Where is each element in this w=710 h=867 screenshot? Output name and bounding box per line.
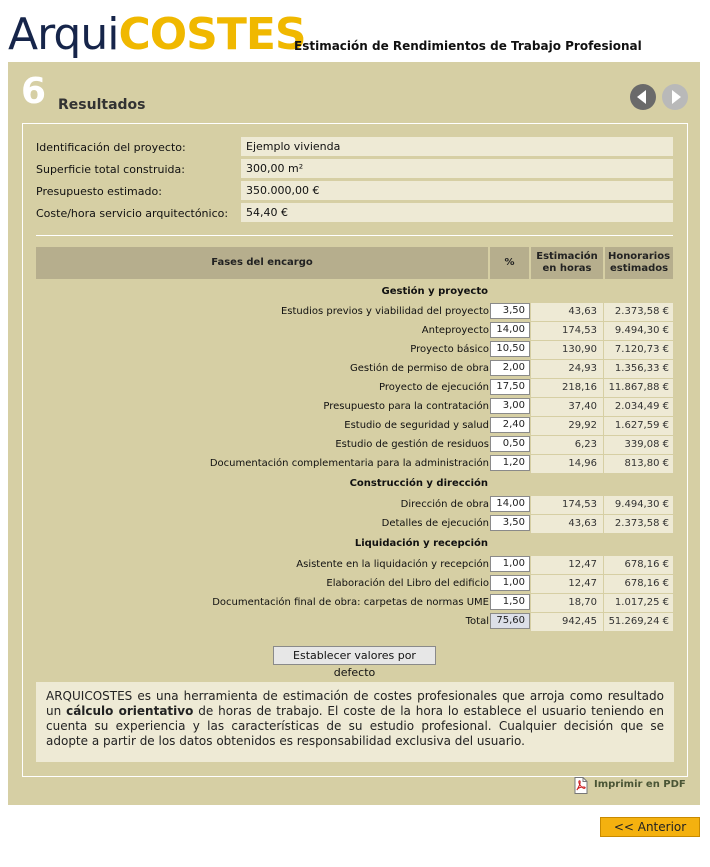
phase-label: Gestión de permiso de obra [350, 363, 489, 374]
percent-input[interactable]: 14,00 [490, 322, 530, 338]
group-title: Gestión y proyecto [381, 286, 488, 297]
hours-cell: 130,90 [531, 341, 603, 359]
phase-label: Proyecto de ejecución [379, 382, 489, 393]
fees-cell: 678,16 € [604, 575, 673, 593]
hours-cell: 12,47 [531, 556, 603, 574]
hours-cell: 6,23 [531, 436, 603, 454]
fees-cell: 2.373,58 € [604, 303, 673, 321]
phase-label: Documentación final de obra: carpetas de normas UME [212, 597, 489, 608]
table-row [36, 575, 673, 593]
disclaimer-text [36, 682, 674, 762]
phase-label: Dirección de obra [400, 499, 489, 510]
set-defaults-button[interactable]: Establecer valores por defecto [273, 646, 436, 665]
total-row [36, 613, 673, 631]
percent-input[interactable]: 2,00 [490, 360, 530, 376]
info-row-surface [36, 159, 673, 179]
info-row-project [36, 137, 673, 157]
table-row [36, 417, 673, 435]
percent-input[interactable]: 3,50 [490, 515, 530, 531]
group-title: Construcción y dirección [349, 478, 488, 489]
hours-cell: 12,47 [531, 575, 603, 593]
print-pdf-label: Imprimir en PDF [594, 779, 686, 790]
phase-label: Detalles de ejecución [381, 518, 489, 529]
fees-cell: 2.373,58 € [604, 515, 673, 533]
fees-cell: 11.867,88 € [604, 379, 673, 397]
phase-label: Anteproyecto [421, 325, 489, 336]
table-row [36, 556, 673, 574]
logo [8, 10, 306, 60]
logo-part1: Arqui [8, 9, 119, 60]
percent-input[interactable]: 10,50 [490, 341, 530, 357]
percent-input[interactable]: 3,00 [490, 398, 530, 414]
hours-cell: 174,53 [531, 322, 603, 340]
info-value: 54,40 € [241, 203, 673, 222]
percent-input[interactable]: 1,00 [490, 575, 530, 591]
fees-cell: 1.017,25 € [604, 594, 673, 612]
percent-input[interactable]: 1,50 [490, 594, 530, 610]
next-step-button[interactable] [662, 84, 688, 110]
hours-cell: 37,40 [531, 398, 603, 416]
table-row [36, 594, 673, 612]
disclaimer-bold: cálculo orientativo [66, 704, 194, 718]
hours-cell: 18,70 [531, 594, 603, 612]
table-row [36, 303, 673, 321]
percent-input[interactable]: 1,20 [490, 455, 530, 471]
info-label: Presupuesto estimado: [36, 185, 162, 198]
divider [36, 235, 673, 236]
previous-button[interactable]: << Anterior [600, 817, 700, 837]
fees-cell: 1.627,59 € [604, 417, 673, 435]
disclaimer-part1: ARQUICOSTES es una herramienta de estimación de costes profesionales que arroja como resultado un [46, 689, 664, 718]
phase-label: Estudios previos y viabilidad del proyecto [280, 306, 489, 317]
disclaimer-part2: de horas de trabajo. El coste de la hora lo establece el usuario teniendo en cuenta su experiencia y las características de su estudio profesional. Cualquier decisión que se adopte a partir de los datos obtenidos es responsabilidad exclusiva del usuario. [46, 704, 664, 748]
group-title: Liquidación y recepción [354, 538, 488, 549]
fees-cell: 2.034,49 € [604, 398, 673, 416]
phase-label: Estudio de gestión de residuos [335, 439, 489, 450]
fees-cell: 9.494,30 € [604, 322, 673, 340]
table-row [36, 341, 673, 359]
percent-input[interactable]: 14,00 [490, 496, 530, 512]
tagline: Estimación de Rendimientos de Trabajo Profesional [294, 39, 642, 53]
total-fees: 51.269,24 € [604, 613, 673, 631]
arrow-right-icon [662, 84, 688, 110]
fees-cell: 9.494,30 € [604, 496, 673, 514]
page-title: Resultados [58, 97, 146, 113]
fees-cell: 339,08 € [604, 436, 673, 454]
hours-cell: 218,16 [531, 379, 603, 397]
column-header-phases: Fases del encargo [36, 247, 488, 279]
header [8, 8, 708, 58]
logo-part2: COSTES [118, 9, 306, 60]
total-hours: 942,45 [531, 613, 603, 631]
arrow-left-icon [630, 84, 656, 110]
info-value: 350.000,00 € [241, 181, 673, 200]
column-header-fees-line1: Honorarios [607, 251, 671, 262]
fees-cell: 1.356,33 € [604, 360, 673, 378]
table-row [36, 360, 673, 378]
column-header-fees [605, 247, 673, 279]
table-row [36, 379, 673, 397]
column-header-percent: % [490, 247, 529, 279]
info-value: 300,00 m² [241, 159, 673, 178]
column-header-hours [531, 247, 603, 279]
phase-label: Estudio de seguridad y salud [344, 420, 489, 431]
info-label: Superficie total construida: [36, 163, 185, 176]
table-row [36, 436, 673, 454]
table-row [36, 496, 673, 514]
hours-cell: 43,63 [531, 515, 603, 533]
fees-cell: 813,80 € [604, 455, 673, 473]
info-label: Identificación del proyecto: [36, 141, 186, 154]
hours-cell: 24,93 [531, 360, 603, 378]
prev-step-button[interactable] [630, 84, 656, 110]
percent-input[interactable]: 0,50 [490, 436, 530, 452]
table-row [36, 455, 673, 473]
step-number: 6 [21, 71, 47, 112]
phase-label: Documentación complementaria para la administración [209, 458, 489, 469]
total-percent: 75,60 [490, 613, 530, 629]
fees-cell: 7.120,73 € [604, 341, 673, 359]
pdf-icon [574, 777, 588, 794]
percent-input[interactable]: 3,50 [490, 303, 530, 319]
info-value: Ejemplo vivienda [241, 137, 673, 156]
hours-cell: 29,92 [531, 417, 603, 435]
table-row [36, 322, 673, 340]
percent-input[interactable]: 1,00 [490, 556, 530, 572]
phase-label: Presupuesto para la contratación [323, 401, 489, 412]
phase-label: Proyecto básico [410, 344, 489, 355]
info-label: Coste/hora servicio arquitectónico: [36, 207, 229, 220]
percent-input[interactable]: 17,50 [490, 379, 530, 395]
hours-cell: 14,96 [531, 455, 603, 473]
results-panel [8, 62, 700, 805]
results-frame [22, 123, 688, 777]
table-row [36, 515, 673, 533]
column-header-hours-line1: Estimación [536, 251, 598, 262]
fees-cell: 678,16 € [604, 556, 673, 574]
hours-cell: 43,63 [531, 303, 603, 321]
info-row-budget [36, 181, 673, 201]
phase-label: Elaboración del Libro del edificio [326, 578, 489, 589]
info-row-hourly-cost [36, 203, 673, 223]
table-row [36, 398, 673, 416]
column-header-fees-line2: estimados [609, 263, 669, 274]
hours-cell: 174,53 [531, 496, 603, 514]
phase-label: Asistente en la liquidación y recepción [296, 559, 489, 570]
percent-input[interactable]: 2,40 [490, 417, 530, 433]
column-header-hours-line2: en horas [542, 263, 592, 274]
total-label: Total [465, 616, 489, 627]
